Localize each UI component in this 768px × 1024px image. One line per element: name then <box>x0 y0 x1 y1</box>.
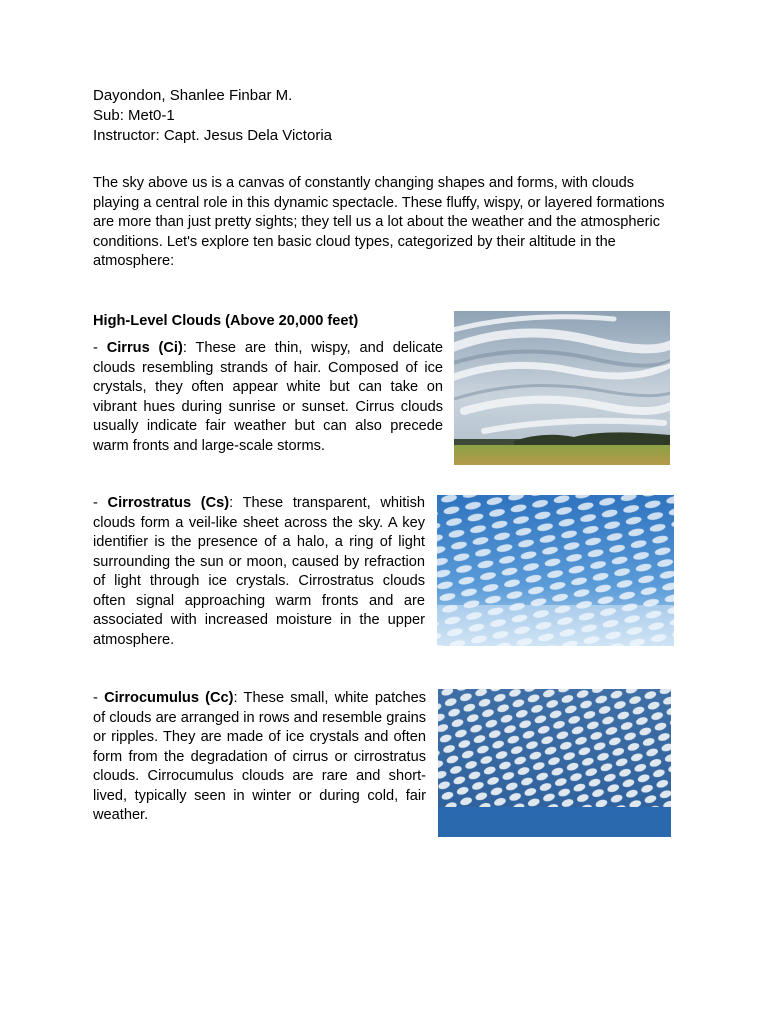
author-name: Dayondon, Shanlee Finbar M. <box>93 87 293 104</box>
instructor-line: Instructor: Capt. Jesus Dela Victoria <box>93 127 332 144</box>
cirrostratus-photo <box>437 495 674 646</box>
cloud-description-cirrocumulus <box>93 689 426 826</box>
subject-line: Sub: Met0-1 <box>93 107 175 124</box>
cloud-name: Cirrostratus (Cs) <box>107 495 230 511</box>
author-header <box>93 86 332 146</box>
cloud-description-cirrostratus <box>93 494 425 650</box>
list-dash: - <box>93 690 105 706</box>
intro-paragraph: The sky above us is a canvas of constantly changing shapes and forms, with clouds playing a central role in this dynamic spectacle. These fluffy, wispy, or layered formations are more than just pretty sights; they tell us a lot about the weather and the atmospheric conditions. Let's explore ten basic cloud types, categorized by their altitude in the atmosphere: <box>93 175 665 269</box>
cloud-name: Cirrocumulus (Cc) <box>104 690 234 706</box>
cloud-text: : These transparent, whitish clouds form a veil-like sheet across the sky. A key identifier is the presence of a halo, a ring of light surrounding the sun or moon, caused by refraction of light through ice crystals. Cirrostratus clouds often signal approaching warm fronts and are associated with increased moisture in the upper atmosphere. <box>93 495 425 648</box>
cloud-text: : These are thin, wispy, and delicate clouds resembling strands of hair. Composed of ice crystals, they often appear white but can take on vibrant hues during sunrise or sunset. Cirrus clouds usually indicate fair weather but can also precede warm fronts and large-scale storms. <box>93 340 443 454</box>
cloud-name: Cirrus (Ci) <box>106 340 183 356</box>
list-dash: - <box>93 495 108 511</box>
section-heading: High-Level Clouds (Above 20,000 feet) <box>93 313 359 329</box>
cloud-text: : These small, white patches of clouds are arranged in rows and resemble grains or ripples. They are made of ice crystals and often form from the degradation of cirrus or cirrostratus clouds. Cirrocumulus clouds are rare and short-lived, typically seen in winter or during cold, fair weather. <box>93 690 426 823</box>
cloud-description-cirrus <box>93 339 443 456</box>
cirrocumulus-photo <box>438 689 671 837</box>
list-dash: - <box>93 340 107 356</box>
cirrus-photo <box>454 311 670 465</box>
